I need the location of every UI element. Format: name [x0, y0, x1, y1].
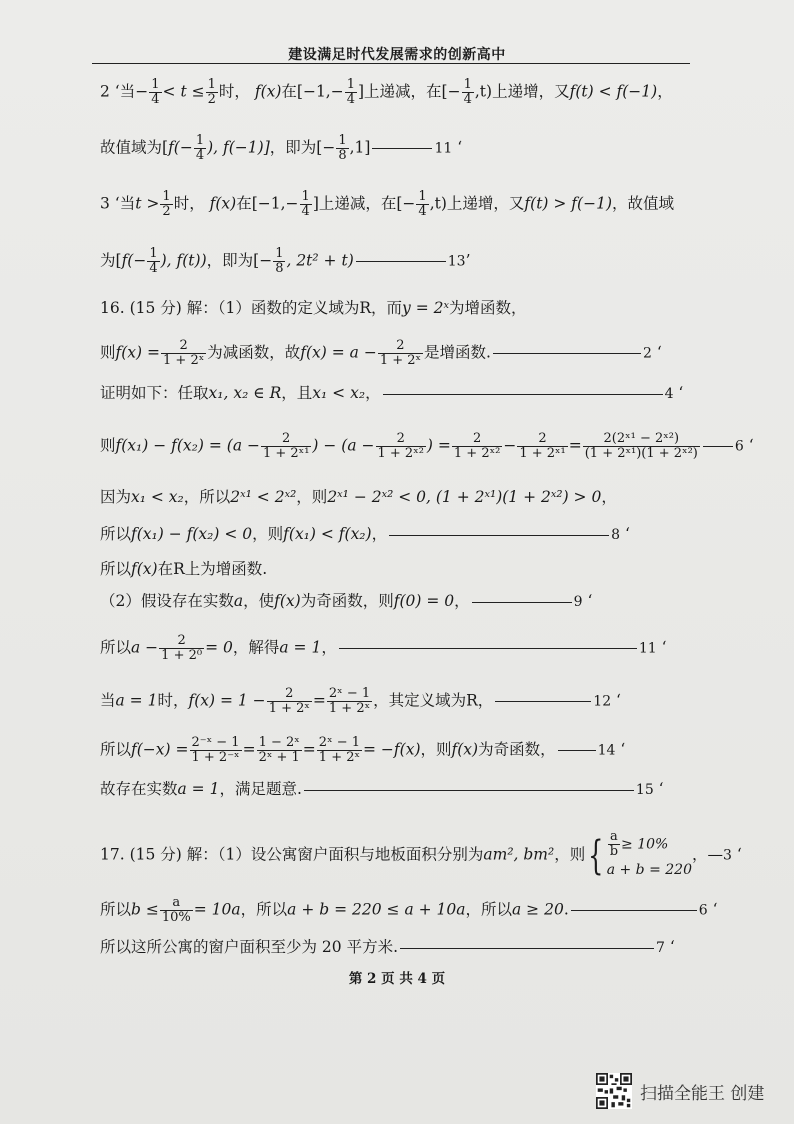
watermark-text: 扫描全能王 创建: [640, 1083, 765, 1104]
score-mark: 14: [597, 742, 616, 759]
fraction: $\frac{2}{\text{1 + 2ˣ¹}}$: [262, 431, 310, 461]
score-mark: 7: [656, 940, 665, 956]
inequality-system: $\frac{a}{b}$ ≥ 10% a + b = 220: [606, 829, 692, 878]
solution-line-11: 所以f(x)在R上为增函数.: [100, 560, 268, 578]
solution-line-4: 为[f(− $\frac{1}{4}$ ), f(t))，即为[− $\frac{1}{8}$ , 2t² + t) 13’: [100, 246, 471, 276]
score-mark: 6: [698, 902, 708, 919]
solution-line-8: 则f(x₁) − f(x₂) = (a − $\frac{2}{\text{1 + 2ˣ¹}}$ ) − (a − $\frac{2}{\text{1 + 2ˣ²}}$ ) = $\frac{2}{\text{1 + 2ˣ²}}$ − $\frac{2}{\text{1 + 2ˣ¹}}$ = $\frac{\text{2(2ˣ¹ − 2ˣ²)}}{\text{(1 + 2ˣ¹)(1 + 2ˣ²)}}$ 6 ‘: [100, 431, 754, 461]
fraction: $\frac{1}{8}$: [275, 246, 284, 276]
fraction: $\frac{2}{\text{1 + 2ˣ}}$: [163, 338, 205, 368]
solution-line-3: 3 ‘当t > $\frac{1}{2}$ 时， f(x)在[−1,− $\frac{1}{4}$ ]上递减，在[− $\frac{1}{4}$ ,t)上递增，又f(t) > f(−1)，故值域: [100, 189, 675, 219]
fraction: $\frac{a}{10\%}$: [161, 895, 191, 925]
fraction: $\frac{1}{2}$: [162, 189, 171, 219]
scanner-watermark: [596, 1073, 764, 1109]
solution-line-19: 所以这所公寓的窗户面积至少为 20 平方米. 7 ‘: [100, 938, 675, 956]
left-brace: {: [588, 832, 604, 879]
solution-line-16: 故存在实数a = 1，满足题意. 15 ‘: [100, 780, 664, 798]
score-mark: 11: [638, 640, 657, 657]
header-rule: [92, 63, 690, 64]
fraction: $\frac{2}{\text{1 + 2ˣ¹}}$: [519, 431, 566, 461]
solution-line-5: 16. (15 分) 解：（1）函数的定义域为R，而y = 2ˣ为增函数，: [100, 299, 527, 317]
page-header: 建设满足时代发展需求的创新高中: [288, 47, 506, 63]
solution-line-13: 所以a − $\frac{2}{\text{1 + 2⁰}}$ = 0，解得a = 1， 11 ‘: [100, 633, 667, 663]
score-mark: 2: [642, 345, 652, 362]
score-mark: 6: [734, 438, 744, 455]
page-number: 第 2 页 共 4 页: [348, 971, 446, 987]
fraction: $\frac{1}{4}$: [418, 189, 427, 219]
solution-line-18: 所以b ≤ $\frac{a}{10\%}$ = 10a，所以a + b = 220 ≤ a + 10a，所以a ≥ 20. 6 ‘: [100, 895, 718, 925]
solution-line-15: 所以f(−x) = $\frac{\text{2⁻ˣ − 1}}{\text{1 + 2⁻ˣ}}$ = $\frac{\text{1 − 2ˣ}}{\text{2ˣ + 1}}$ = $\frac{\text{2ˣ − 1}}{\text{1 + 2ˣ}}$ = −f(x)，则f(x)为奇函数， 14 ‘: [100, 735, 626, 765]
fraction: $\frac{2}{\text{1 + 2ˣ}}$: [379, 338, 422, 368]
solution-line-10: 所以f(x₁) − f(x₂) < 0，则f(x₁) < f(x₂)， 8 ‘: [100, 525, 630, 543]
fraction: $\frac{1}{4}$: [346, 77, 355, 107]
fraction: $\frac{2}{\text{1 + 2ˣ²}}$: [453, 431, 501, 461]
solution-line-7: 证明如下：任取x₁, x₂ ∈ R，且x₁ < x₂， 4 ‘: [100, 384, 684, 402]
fraction: $\frac{1}{8}$: [338, 133, 347, 163]
fraction: $\frac{\text{2(2ˣ¹ − 2ˣ²)}}{\text{(1 + 2ˣ¹)(1 + 2ˣ²)}}$: [584, 431, 698, 461]
fraction: $\frac{\text{2⁻ˣ − 1}}{\text{1 + 2⁻ˣ}}$: [191, 735, 240, 765]
solution-line-14: 当a = 1时，f(x) = 1 − $\frac{2}{\text{1 + 2ˣ}}$ = $\frac{\text{2ˣ − 1}}{\text{1 + 2ˣ}}$ ，其定义域为R， 12 ‘: [100, 686, 621, 716]
fraction: $\frac{\text{1 − 2ˣ}}{\text{2ˣ + 1}}$: [258, 735, 300, 765]
fraction: $\frac{2}{\text{1 + 2⁰}}$: [161, 633, 203, 663]
fraction: $\frac{1}{4}$: [463, 77, 472, 107]
score-mark: 13: [447, 253, 466, 270]
solution-line-17: 17. (15 分) 解：（1）设公寓窗户面积与地板面积分别为am², bm²，则{ $\frac{a}{b}$ ≥ 10% a + b = 220 ，—3 ‘: [100, 830, 742, 881]
fraction: $\frac{\text{2ˣ − 1}}{\text{1 + 2ˣ}}$: [318, 735, 361, 765]
score-mark: 3: [723, 847, 732, 864]
solution-line-1: 2 ‘当− $\frac{1}{4}$ < t ≤ $\frac{1}{2}$ 时， f(x)在[−1,− $\frac{1}{4}$ ]上递减，在[− $\frac{1}{4}$ ,t)上递增，又f(t) < f(−1)，: [100, 77, 673, 107]
fraction: $\frac{\text{2ˣ − 1}}{\text{1 + 2ˣ}}$: [328, 686, 371, 716]
fraction: $\frac{1}{4}$: [301, 189, 310, 219]
solution-line-6: 则f(x) = $\frac{2}{\text{1 + 2ˣ}}$ 为减函数，故f(x) = a − $\frac{2}{\text{1 + 2ˣ}}$ 是增函数. 2 ‘: [100, 338, 662, 368]
fraction: $\frac{1}{2}$: [207, 77, 216, 107]
score-mark: 15: [635, 782, 654, 798]
solution-line-12: （2）假设存在实数a，使f(x)为奇函数，则f(0) = 0， 9 ‘: [100, 592, 593, 610]
fraction: $\frac{1}{4}$: [151, 77, 160, 107]
score-mark: 12: [593, 693, 612, 710]
score-mark: 9: [573, 594, 583, 610]
fraction: $\frac{2}{\text{1 + 2ˣ²}}$: [377, 431, 424, 461]
solution-line-9: 因为x₁ < x₂，所以2ˣ¹ < 2ˣ²，则2ˣ¹ − 2ˣ² < 0, (1 + 2ˣ¹)(1 + 2ˣ²) > 0，: [100, 488, 617, 506]
qr-code-icon: [596, 1073, 632, 1109]
score-mark: 8: [611, 527, 621, 543]
fraction: $\frac{1}{4}$: [195, 133, 205, 163]
solution-line-2: 故值域为[f(− $\frac{1}{4}$ ), f(−1)]，即为[− $\frac{1}{8}$ ,1] 11 ‘: [100, 133, 463, 163]
fraction: $\frac{a}{b}$: [609, 829, 619, 859]
fraction: $\frac{1}{4}$: [149, 246, 158, 276]
score-mark: 11: [434, 140, 453, 157]
score-mark: 4: [664, 386, 674, 402]
fraction: $\frac{2}{\text{1 + 2ˣ}}$: [268, 686, 310, 716]
